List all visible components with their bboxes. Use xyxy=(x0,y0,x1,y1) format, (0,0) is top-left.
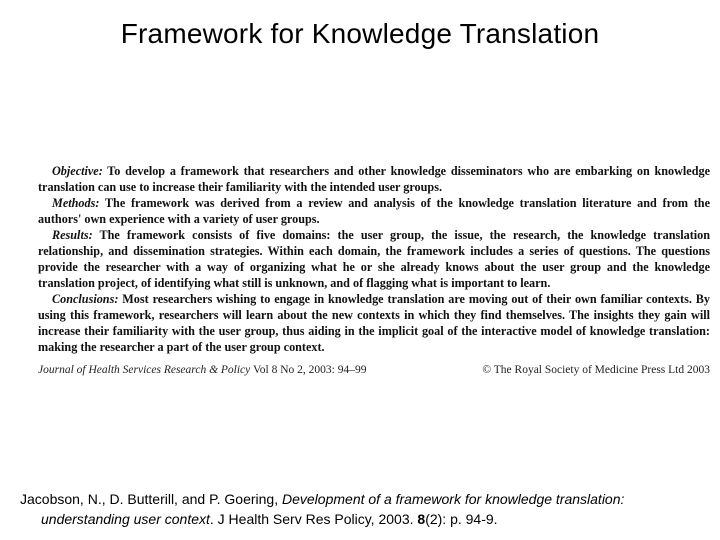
journal-name: Journal of Health Services Research & Policy xyxy=(38,364,251,376)
journal-footer xyxy=(38,364,710,376)
methods-text: The framework was derived from a review and analysis of the knowledge translation literature and from the authors' own experience with a variety of user groups. xyxy=(38,196,710,226)
methods-label: Methods: xyxy=(52,196,100,210)
slide-title: Framework for Knowledge Translation xyxy=(120,18,600,49)
citation-title-part1: Development of a framework for knowledge translation: xyxy=(282,491,625,507)
abstract-objective xyxy=(38,163,710,195)
results-label: Results: xyxy=(52,228,93,242)
abstract-excerpt xyxy=(38,163,710,355)
conclusions-text: Most researchers wishing to engage in knowledge translation are moving out of their own familiar contexts. By using this framework, researchers will learn about the new contexts in which they find themselves. The insights they gain will increase their familiarity with the user group, thus aiding in the implicit goal of the interactive model of knowledge translation: making the researcher a part of the user group context. xyxy=(38,292,710,354)
citation xyxy=(20,489,710,529)
objective-label: Objective: xyxy=(52,164,103,178)
citation-title-part2: understanding user context xyxy=(41,511,210,527)
objective-text: To develop a framework that researchers and other knowledge disseminators who are embarking on knowledge translation can use to increase their familiarity with the intended user groups. xyxy=(38,164,710,194)
citation-volume: 8 xyxy=(417,511,426,527)
citation-journal: . J Health Serv Res Policy, 2003. xyxy=(209,511,414,527)
journal-copyright: © The Royal Society of Medicine Press Ltd 2003 xyxy=(482,364,710,376)
abstract-results xyxy=(38,227,710,291)
conclusions-label: Conclusions: xyxy=(52,292,119,306)
journal-volume: Vol 8 No 2, 2003: 94–99 xyxy=(252,364,367,376)
results-text: The framework consists of five domains: the user group, the issue, the research, the knowledge translation relationship, and dissemination strategies. Within each domain, the framework includes a series of questions. The questions provide the researcher with a way of organizing what he or she already knows about the user group and the knowledge translation project, of identifying what still is unknown, and of flagging what is important to learn. xyxy=(38,228,711,290)
journal-reference xyxy=(38,364,366,376)
citation-line-2 xyxy=(20,509,710,529)
abstract-methods xyxy=(38,195,710,227)
citation-authors: Jacobson, N., D. Butterill, and P. Goering, xyxy=(20,491,279,507)
abstract-conclusions xyxy=(38,291,710,355)
citation-issue-pages: (2): p. 94-9. xyxy=(425,511,498,527)
